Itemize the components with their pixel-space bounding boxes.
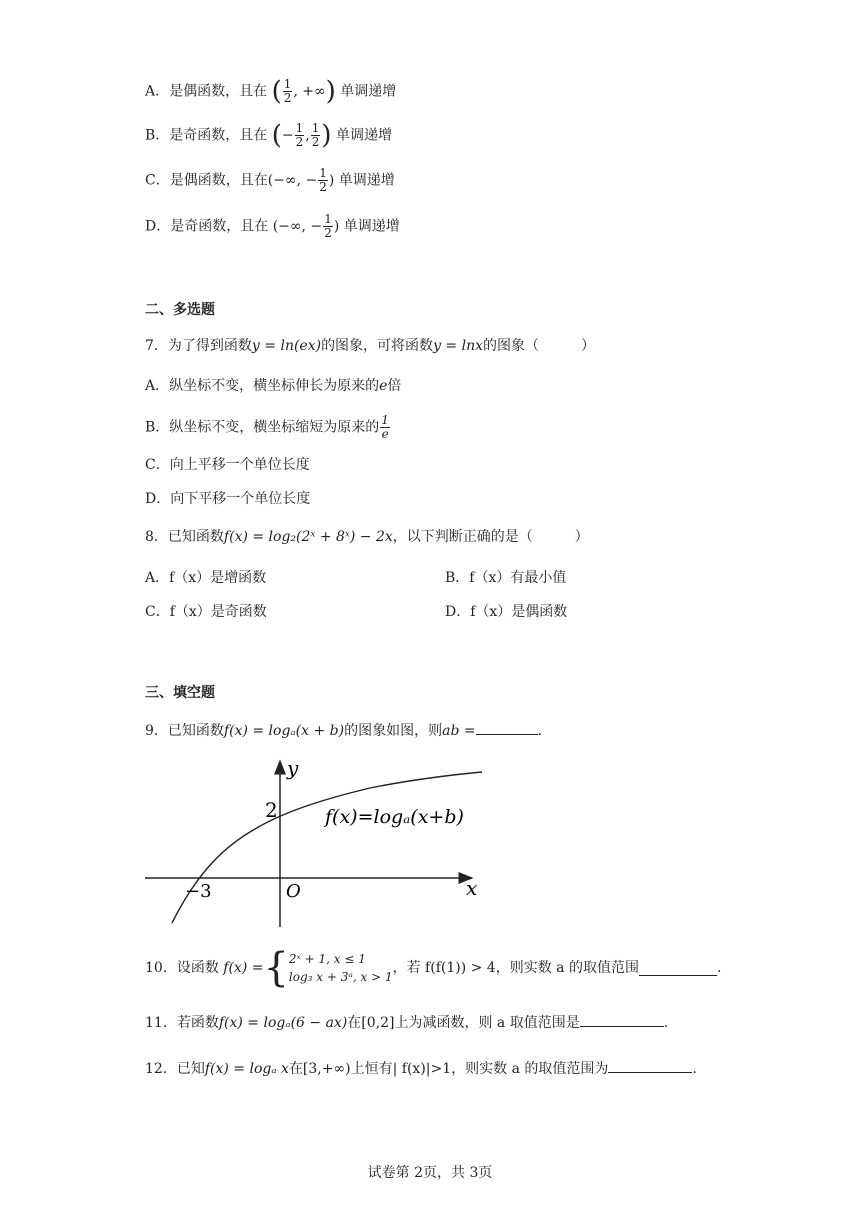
- q6-option-a: A．是偶函数，且在 ( $\frac{1}{2}$ , +∞) 单调递增: [145, 76, 397, 107]
- piecewise-definition: 2ˣ + 1, x ≤ 1 log₃ x + 3ᵃ, x > 1: [288, 952, 393, 984]
- q9-stem: 9．已知函数f(x) = logₐ(x + b)的图象如图，则ab = .: [145, 720, 542, 741]
- q7-stem: 7．为了得到函数y = ln(ex)的图象，可将函数y = lnx的图象（ ）: [145, 338, 595, 354]
- q6-option-d: D．是奇函数，且在 (−∞, − $\frac{1}{2}$ ) 单调递增: [145, 212, 400, 240]
- page-footer: 试卷第 2页，共 3页: [367, 1165, 493, 1181]
- answer-blank: [639, 961, 717, 976]
- fraction: $\frac{1}{2}$: [283, 77, 292, 105]
- curve: [172, 772, 482, 923]
- fraction: $\frac{1}{2}$: [311, 121, 320, 149]
- q6-option-b: B．是奇函数，且在 (− $\frac{1}{2}$ , $\frac{1}{2}$ ) 单调递增: [145, 120, 392, 151]
- fraction: $\frac{1}{2}$: [295, 121, 304, 149]
- fraction: $\frac{1}{2}$: [324, 212, 332, 240]
- q7-option-c: C．向上平移一个单位长度: [145, 457, 310, 473]
- q8-option-c: C．f（x）是奇函数: [145, 604, 267, 620]
- answer-blank: [476, 720, 538, 735]
- x-axis-label: x: [466, 876, 478, 900]
- answer-blank: [608, 1058, 692, 1073]
- q8-option-d: D．f（x）是偶函数: [445, 604, 568, 620]
- q12-stem: 12．已知f(x) = logₐ x在[3,+∞)上恒有| f(x)|>1，则实数 a 的取值范围为 .: [145, 1058, 697, 1079]
- q8-option-b: B．f（x）有最小值: [445, 570, 567, 586]
- origin-label: O: [286, 881, 301, 902]
- fraction: $\frac{1}{e}$: [381, 413, 389, 441]
- log-function-graph: [140, 755, 490, 930]
- q7-option-a: A．纵坐标不变，横坐标伸长为原来的e倍: [145, 378, 402, 394]
- y-intercept-label: 2: [265, 798, 278, 822]
- q11-stem: 11．若函数f(x) = logₐ(6 − ax)在[0,2]上为减函数，则 a 取值范围是 .: [145, 1012, 668, 1033]
- curve-label: f(x)=logₐ(x+b): [325, 806, 464, 828]
- section-heading-fill-in: 三、填空题: [145, 685, 215, 701]
- q10-stem: 10．设函数 f(x) ={ 2ˣ + 1, x ≤ 1 log₃ x + 3ᵃ, x > 1 ，若 f(f(1)) > 4，则实数 a 的取值范围 .: [145, 945, 722, 991]
- section-heading-multi-choice: 二、多选题: [145, 302, 215, 318]
- q7-option-d: D．向下平移一个单位长度: [145, 491, 311, 507]
- q6-option-c: C．是偶函数，且在(−∞, − $\frac{1}{2}$ ) 单调递增: [145, 166, 395, 194]
- q8-stem: 8．已知函数f(x) = log₂(2ˣ + 8ˣ) − 2x，以下判断正确的是（ ）: [145, 529, 589, 545]
- y-axis-label: y: [287, 756, 299, 780]
- q7-option-b: B．纵坐标不变，横坐标缩短为原来的 $\frac{1}{e}$: [145, 413, 389, 441]
- x-intercept-label: −3: [185, 881, 212, 902]
- fraction: $\frac{1}{2}$: [319, 166, 327, 194]
- answer-blank: [580, 1012, 664, 1027]
- q8-option-a: A．f（x）是增函数: [145, 570, 267, 586]
